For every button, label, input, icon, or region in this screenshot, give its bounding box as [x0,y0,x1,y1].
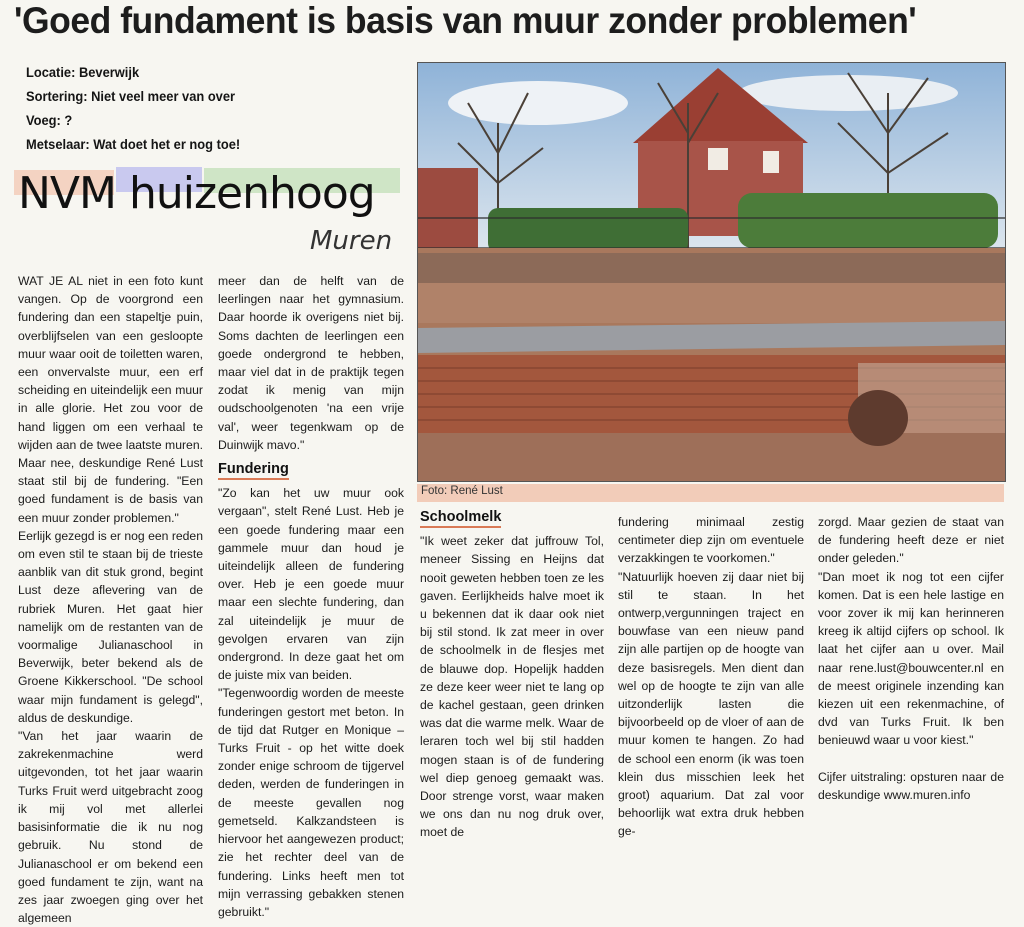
article-column-2 [218,272,404,921]
paragraph: "Zo kan het uw muur ook vergaan", stelt René Lust. Heb je een goede fundering maar een gammele muur dan houd je uiteindelijk alleen de fundering over. Heb je een goede muur maar een slechte fundering, dan zal uiteindelijk je muur de gevolgen ervaren van zijn ondergrond. In deze gaat het om de juiste mix van beiden. [218,486,404,683]
article-column-5 [818,513,1004,804]
paragraph: "Dan moet ik nog tot een cijfer komen. Dat is een hele lastige en voor zover ik mij kan herinneren kreeg ik altijd cijfers op school. Ik laat het cijfer aan u over. Mail naar rene.lust@bouwcenter.nl en de meest originele inzending kan kiezen uit een rekenmachine, of dvd van Turks Fruit. Ik ben benieuwd waar u voor kiest." [818,569,1004,748]
subhead-fundering: Fundering [218,460,289,480]
caption-bar [417,484,1004,502]
paragraph: "Ik weet zeker dat juffrouw Tol, meneer Sissing en Heijns dat nooit geweten hebben toen ze les gaven. Eerlijkheids halve moet ik u bekennen dat ik daar ook niet bij stil stond. Ik zat meer in over de schoolmelk in de flesjes met de blauwe dop. Hopelijk hadden ze deze keer weer niet te lang op de kachel gestaan, geen drinken was dat die warme melk. Waar de leraren toch wel bij stil hadden mogen staan is of de fundering wel diep genoeg gemaakt was. Door strenge vorst, waar maken we ons dan nu nog druk over, moet de [420,534,604,840]
fact-location: Locatie: Beverwijk [26,64,140,80]
paragraph: fundering minimaal zestig centimeter diep zijn om eventuele verzakkingen te voorkomen." [618,515,804,566]
paragraph: "Natuurlijk hoeven zij daar niet bij stil te staan. In het ontwerp,vergunningen traject en bouwfase van een nieuw pand zijn alle partijen op de hoogte van deze basisregels. Men dient dan wel op de hoogte te zijn van alle uitzonderlijk lasten die bijvoorbeeld op de vloer of aan de muur komen te hangen. Zo had de school een enorm (ik was toen klein dus misschien leek het groot) aquarium. Dat zal voor behoorlijk wat extra druk hebben ge- [618,569,804,839]
paragraph: Cijfer uitstraling: opsturen naar de deskundige www.muren.info [818,769,1004,802]
paragraph: meer dan de helft van de leerlingen naar het gymnasium. Daar hoorde ik overigens niet bij. Soms dachten de leerlingen een goede ondergrond te hebben, maar viel dat in de praktijk tegen zodat ik menig van mijn oudschoolgenoten 'na een vrije val', weer tegenkwam op de Duinwijk mavo." [218,274,404,452]
article-column-1 [18,272,203,927]
article-column-4 [618,513,804,841]
article-photo [417,62,1006,482]
headline: 'Goed fundament is basis van muur zonder problemen' [14,0,917,41]
facts-box [26,60,259,156]
paragraph: zorgd. Maar gezien de staat van de fundering heeft deze er niet onder geleden." [818,515,1004,566]
photo-caption: Foto: René Lust [421,485,503,497]
subhead-schoolmelk: Schoolmelk [420,508,501,528]
fact-mason: Metselaar: Wat doet het er nog toe! [26,136,241,152]
article-column-3 [420,508,604,842]
paragraph: Eerlijk gezegd is er nog een reden om even stil te staan bij de trieste aanblik van dit stuk grond, begint Lust deze aflevering van de rubriek Muren. Het gaat hier namelijk om de restanten van de voormalige Julianaschool in Beverwijk, beter bekend als de Groene Kikkerschool. "De school waar mijn fundament is gelegd", aldus de deskundige. [18,528,203,725]
fact-joint: Voeg: ? [26,112,73,128]
paragraph: WAT JE AL niet in een foto kunt vangen. Op de voorgrond een fundering dan een stapeltje puin, overblijfselen van een gesloopte muur waar ooit de toiletten waren, een onvervalste muur, een erf scheiding en uiteindelijk een muur in alle glorie. Het zou voor de hand liggen om een verhaal te wijden aan de twee laatste muren. Maar nee, deskundige René Lust staat stil bij de fundering. "Een goed fundament is de basis van een muur zonder problemen." [18,274,203,525]
section-title: Muren [310,226,393,256]
fact-sorting: Sortering: Niet veel meer van over [26,88,236,104]
paragraph: "Van het jaar waarin de zakrekenmachine werd uitgevonden, tot het jaar waarin Turks Fruit werd uitgebracht zoog ik mij vol met allerlei basisinformatie die ik nu nog gebruik. Nu stond de Julianaschool er om bekend een goed fundament te zijn, want na zes jaar zwoegen ging over het algemeen [18,729,203,926]
paragraph: "Tegenwoordig worden de meeste funderingen gestort met beton. In de tijd dat Rutger en Monique – Turks Fruit - op het witte doek zonder enige schroom de tijgervel deden, werden de funderingen in de meeste gevallen nog gemetseld. Kalkzandsteen is hiervoor het aangewezen product; zie het rechter deel van de fundering. Links heeft men tot mijn verrassing gebakken stenen gebruikt." [218,686,404,919]
brand-title: NVM huizenhoog [18,168,375,219]
